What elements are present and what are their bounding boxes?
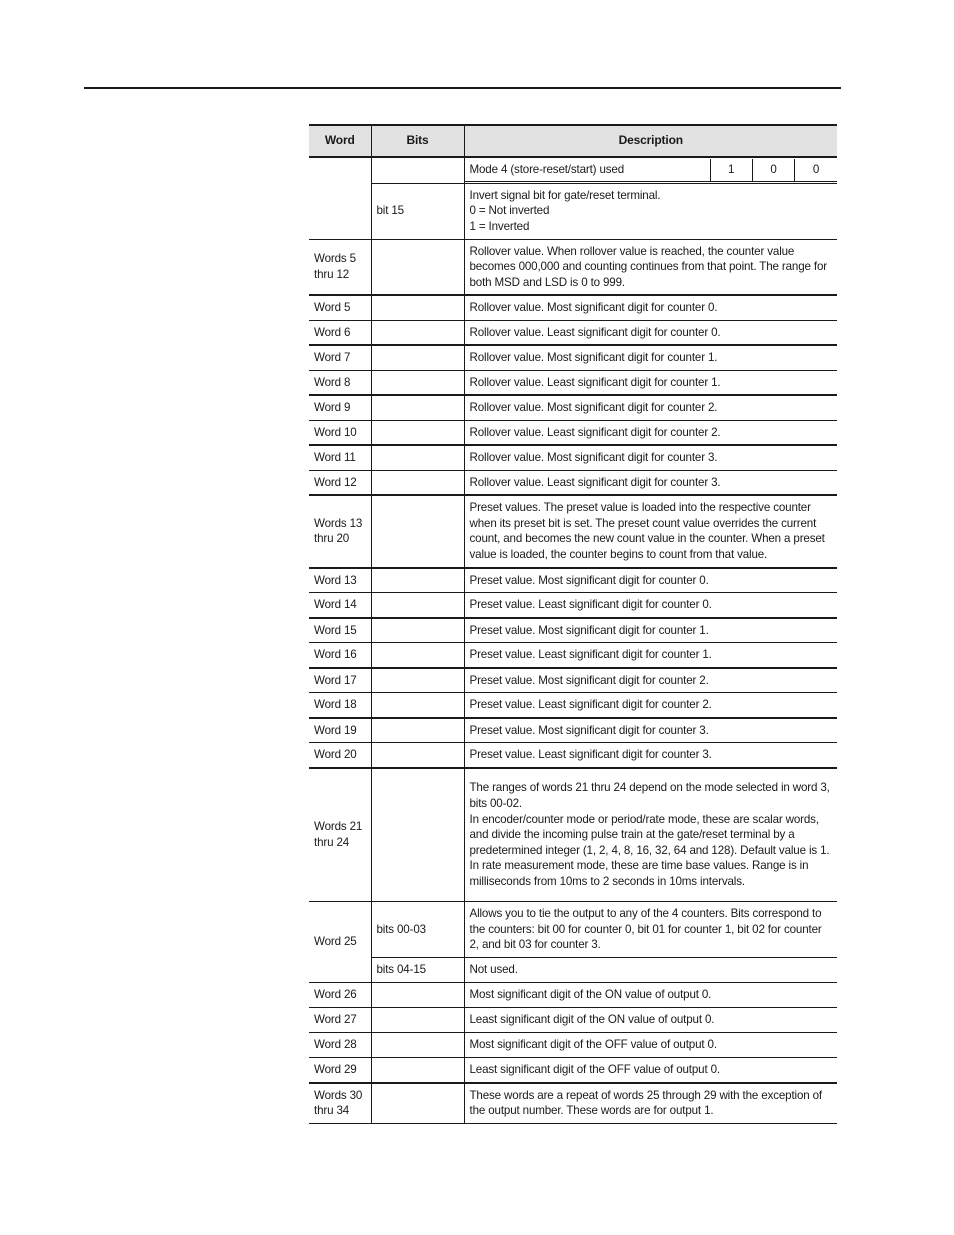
desc-cell: Rollover value. Most significant digit for counter 2. bbox=[464, 395, 837, 420]
table-row-word25 bbox=[309, 902, 837, 958]
desc-cell: Rollover value. Most significant digit for counter 1. bbox=[464, 345, 837, 370]
bits-cell bbox=[371, 718, 464, 743]
header-description: Description bbox=[464, 125, 837, 157]
word-line: Words 13 bbox=[314, 516, 363, 530]
header-bits: Bits bbox=[371, 125, 464, 157]
desc-cell: Not used. bbox=[464, 958, 837, 983]
desc-paragraph: In rate measurement mode, these are time base values. Range is in milliseconds from 10ms to 2 seconds in 10ms intervals. bbox=[469, 859, 809, 888]
bits-cell bbox=[371, 470, 464, 495]
table-row bbox=[309, 718, 837, 743]
table-row bbox=[309, 320, 837, 345]
table-row bbox=[309, 470, 837, 495]
word-line: thru 12 bbox=[314, 267, 350, 281]
desc-cell: Rollover value. Least significant digit for counter 1. bbox=[464, 370, 837, 395]
word-cell: Word 14 bbox=[309, 593, 371, 618]
word-cell: Word 16 bbox=[309, 643, 371, 668]
bits-cell bbox=[371, 395, 464, 420]
table-row-mode4 bbox=[309, 157, 837, 183]
table-row bbox=[309, 345, 837, 370]
mode-values-table bbox=[465, 159, 838, 182]
word-cell: Word 20 bbox=[309, 743, 371, 768]
header-word: Word bbox=[309, 125, 371, 157]
desc-paragraph: The ranges of words 21 thru 24 depend on the mode selected in word 3, bits 00-02. bbox=[469, 781, 830, 810]
word-cell: Word 17 bbox=[309, 668, 371, 693]
desc-cell: Rollover value. Most significant digit for counter 3. bbox=[464, 445, 837, 470]
bits-cell bbox=[371, 768, 464, 902]
table-row bbox=[309, 568, 837, 593]
desc-cell: Preset value. Least significant digit for counter 0. bbox=[464, 593, 837, 618]
word-cell: Word 29 bbox=[309, 1058, 371, 1083]
table-row bbox=[309, 743, 837, 768]
table-row bbox=[309, 593, 837, 618]
bits-cell bbox=[371, 983, 464, 1008]
bits-cell bbox=[371, 239, 464, 295]
mode-label: Mode 4 (store-reset/start) used bbox=[465, 159, 711, 182]
bits-cell bbox=[371, 743, 464, 768]
desc-cell: Most significant digit of the OFF value of output 0. bbox=[464, 1033, 837, 1058]
bits-cell bbox=[371, 320, 464, 345]
table-row bbox=[309, 1008, 837, 1033]
bits-cell bbox=[371, 370, 464, 395]
word-line: Words 21 bbox=[314, 820, 363, 834]
bits-cell bbox=[371, 495, 464, 567]
desc-cell: Preset value. Most significant digit for counter 1. bbox=[464, 618, 837, 643]
bits-cell bbox=[371, 568, 464, 593]
desc-cell: Rollover value. When rollover value is reached, the counter value becomes 000,000 and counting continues from that point. The range for both MSD and LSD is 0 to 999. bbox=[464, 239, 837, 295]
bits-cell bbox=[371, 593, 464, 618]
word-cell: Word 27 bbox=[309, 1008, 371, 1033]
word-bits-description-table bbox=[309, 124, 837, 1124]
desc-cell: Preset value. Most significant digit for counter 2. bbox=[464, 668, 837, 693]
desc-cell: Least significant digit of the ON value of output 0. bbox=[464, 1008, 837, 1033]
bits-cell bbox=[371, 1058, 464, 1083]
table-row bbox=[309, 370, 837, 395]
word-cell bbox=[309, 768, 371, 902]
word-cell: Word 8 bbox=[309, 370, 371, 395]
desc-line: 1 = Inverted bbox=[469, 219, 530, 233]
table-row bbox=[309, 420, 837, 445]
word-cell: Word 15 bbox=[309, 618, 371, 643]
mode-value-1: 1 bbox=[710, 159, 752, 182]
word-line: thru 34 bbox=[314, 1104, 350, 1118]
bits-cell bbox=[371, 345, 464, 370]
bits-cell: bits 04-15 bbox=[371, 958, 464, 983]
desc-cell: Rollover value. Least significant digit for counter 3. bbox=[464, 470, 837, 495]
desc-cell: Allows you to tie the output to any of the 4 counters. Bits correspond to the counters: bit 00 for counter 0, bit 01 for counter 1, bit 02 for counter 2, and bit 03 for counter 3. bbox=[464, 902, 837, 958]
word-cell: Word 25 bbox=[309, 902, 371, 983]
bits-cell bbox=[371, 693, 464, 718]
desc-cell: Preset value. Least significant digit for counter 1. bbox=[464, 643, 837, 668]
word-cell: Word 7 bbox=[309, 345, 371, 370]
desc-cell: Least significant digit of the OFF value of output 0. bbox=[464, 1058, 837, 1083]
table-row-preset-group bbox=[309, 495, 837, 567]
bits-cell bbox=[371, 1033, 464, 1058]
mode-cell bbox=[464, 157, 837, 183]
bits-cell bbox=[371, 420, 464, 445]
desc-cell: Rollover value. Most significant digit for counter 0. bbox=[464, 295, 837, 320]
table-row bbox=[309, 395, 837, 420]
word-cell bbox=[309, 239, 371, 295]
table-row bbox=[309, 693, 837, 718]
word-cell: Word 9 bbox=[309, 395, 371, 420]
desc-cell: Rollover value. Least significant digit for counter 0. bbox=[464, 320, 837, 345]
word-cell bbox=[309, 495, 371, 567]
bits-cell: bits 00-03 bbox=[371, 902, 464, 958]
mode-value-3: 0 bbox=[795, 159, 837, 182]
table-row bbox=[309, 445, 837, 470]
table-row bbox=[309, 983, 837, 1008]
desc-paragraph: In encoder/counter mode or period/rate mode, these are scalar words, and divide the incoming pulse train at the gate/reset terminal by a predetermined integer (1, 2, 4, 8, 16, 32, 64 and 128). Default value is 1. bbox=[469, 812, 830, 857]
bits-cell: bit 15 bbox=[371, 183, 464, 239]
desc-cell: These words are a repeat of words 25 through 29 with the exception of the output number. These words are for output 1. bbox=[464, 1083, 837, 1124]
desc-cell: Preset value. Most significant digit for counter 3. bbox=[464, 718, 837, 743]
desc-cell: Preset value. Most significant digit for counter 0. bbox=[464, 568, 837, 593]
word-line: thru 20 bbox=[314, 532, 350, 546]
desc-line: 0 = Not inverted bbox=[469, 204, 550, 218]
table-row bbox=[309, 295, 837, 320]
desc-line: Invert signal bit for gate/reset terminal. bbox=[469, 188, 661, 202]
table-row bbox=[309, 1033, 837, 1058]
table-row bbox=[309, 668, 837, 693]
desc-cell: Rollover value. Least significant digit for counter 2. bbox=[464, 420, 837, 445]
table-row bbox=[309, 643, 837, 668]
table-row-scalar-group bbox=[309, 768, 837, 902]
bits-cell bbox=[371, 295, 464, 320]
word-cell: Word 19 bbox=[309, 718, 371, 743]
word-cell-continued bbox=[309, 157, 371, 239]
bits-cell bbox=[371, 1008, 464, 1033]
word-cell: Word 6 bbox=[309, 320, 371, 345]
bits-cell bbox=[371, 618, 464, 643]
bits-cell bbox=[371, 668, 464, 693]
word-line: Words 30 bbox=[314, 1088, 363, 1102]
table-row bbox=[309, 1058, 837, 1083]
word-cell: Word 11 bbox=[309, 445, 371, 470]
desc-cell: Most significant digit of the ON value of output 0. bbox=[464, 983, 837, 1008]
desc-cell bbox=[464, 183, 837, 239]
table-row bbox=[309, 618, 837, 643]
desc-cell: Preset values. The preset value is loaded into the respective counter when its preset bit is set. The preset count value overrides the current count, and becomes the new count value in the counter. When a preset value is loaded, the counter begins to count from that value. bbox=[464, 495, 837, 567]
word-cell: Word 13 bbox=[309, 568, 371, 593]
word-cell: Word 10 bbox=[309, 420, 371, 445]
bits-cell bbox=[371, 445, 464, 470]
desc-cell: Preset value. Least significant digit for counter 3. bbox=[464, 743, 837, 768]
table-row-invert bbox=[309, 183, 837, 239]
table-header-row bbox=[309, 125, 837, 157]
desc-cell bbox=[464, 768, 837, 902]
bits-cell bbox=[371, 1083, 464, 1124]
bits-cell bbox=[371, 157, 464, 183]
word-cell: Word 12 bbox=[309, 470, 371, 495]
bits-cell bbox=[371, 643, 464, 668]
word-line: Words 5 bbox=[314, 252, 356, 266]
word-cell bbox=[309, 1083, 371, 1124]
table-row-word25-b bbox=[309, 958, 837, 983]
word-cell: Word 28 bbox=[309, 1033, 371, 1058]
top-rule bbox=[84, 87, 841, 89]
table-row-repeat-group bbox=[309, 1083, 837, 1124]
desc-cell: Preset value. Least significant digit for counter 2. bbox=[464, 693, 837, 718]
word-cell: Word 18 bbox=[309, 693, 371, 718]
word-cell: Word 26 bbox=[309, 983, 371, 1008]
word-line: thru 24 bbox=[314, 835, 350, 849]
word-cell: Word 5 bbox=[309, 295, 371, 320]
mode-value-2: 0 bbox=[752, 159, 794, 182]
table-row-rollover-group bbox=[309, 239, 837, 295]
